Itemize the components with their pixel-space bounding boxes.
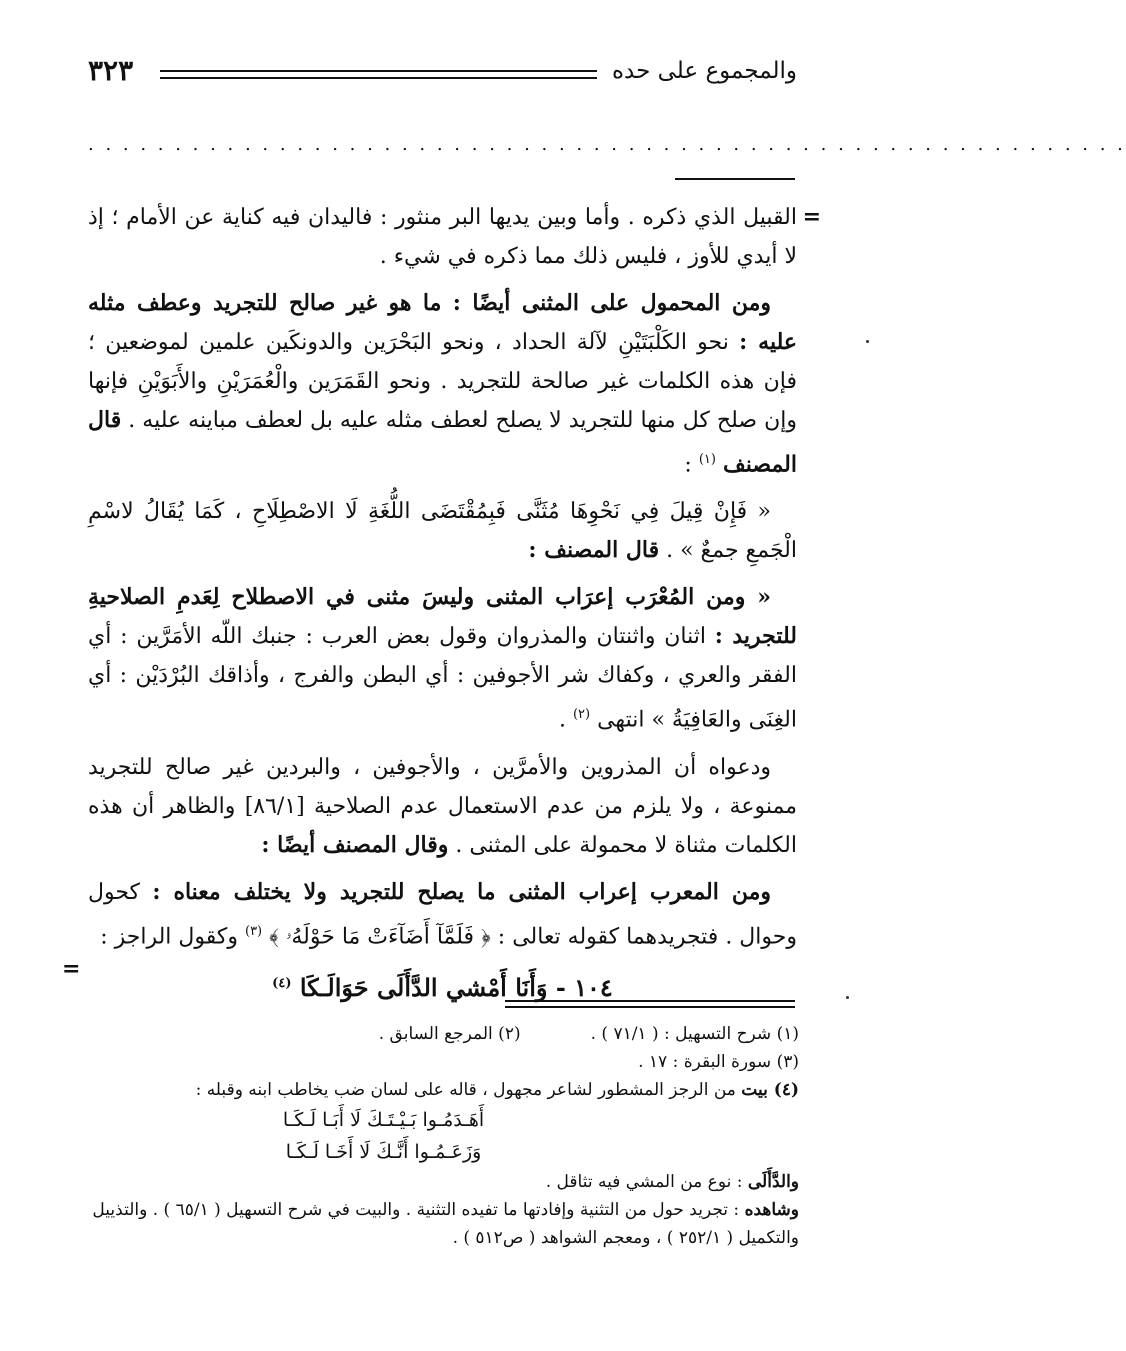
main-text — [88, 198, 797, 1008]
footnote-1: (١) شرح التسهيل : ( ٧١/١ ) . — [590, 1024, 799, 1044]
header-title: والمجموع على حده — [611, 58, 797, 84]
shahid-line — [88, 1196, 799, 1252]
paragraph-4-text: اثنان واثنتان والمذروان وقول بعض العرب : جنبك اللّه الأمَرَّين : أي الفقر والعري ، وكفاك شر الأجوفين : أي البطن والفرج ، وأذاقك البُرْدَيْن : أي الغِنَى والعَافِيَةُ » انتهى — [88, 624, 797, 733]
gloss-label: والدَّأَلَى — [747, 1172, 799, 1192]
footnote-4-text: من الرجز المشطور لشاعر مجهول ، قاله على لسان ضب يخاطب ابنه وقبله : — [195, 1080, 736, 1100]
header-rule — [160, 70, 597, 79]
paragraph-6-text: كحول وحوال . فتجريدهما كقوله تعالى : ﴿ فَلَمَّآ أَضَآءَتْ مَا حَوْلَهُۥ ﴾ — [88, 879, 797, 949]
paragraph-5 — [88, 748, 797, 865]
short-rule — [675, 178, 795, 180]
footnote-ref-4: (٤) — [272, 975, 292, 991]
paragraph-2 — [88, 284, 797, 484]
verse-text: ١٠٤ - وَأَنَا أَمْشي الدَّأَلَى حَوَالَـكَا — [299, 972, 613, 1002]
shahid-text: : تجريد حول من التثنية وإفادتها ما تفيده التثنية . والبيت في شرح التسهيل ( ٦٥/١ ) . والتذييل والتكميل ( ٢٥٢/١ ) ، ومعجم الشواهد ( ص٥١٢ ) . — [92, 1200, 799, 1248]
running-header — [88, 54, 797, 98]
paragraph-3-label: قال المصنف : — [528, 537, 660, 564]
paragraph-4 — [88, 578, 797, 739]
footnotes — [88, 1020, 799, 1252]
paragraph-6-tail: وكقول الراجز : — [100, 923, 238, 949]
footnote-3: (٣) سورة البقرة : ١٧ . — [638, 1052, 799, 1072]
footnote-2: (٢) المرجع السابق . — [378, 1024, 521, 1044]
footnote-4 — [88, 1076, 799, 1104]
shahid-label: وشاهده — [744, 1200, 799, 1220]
paragraph-1-text: القبيل الذي ذكره . وأما وبين يديها البر منثور : فاليدان فيه كناية عن الأمام ؛ إذ لا أيدي للأوز ، فليس ذلك مما ذكره في شيء . — [88, 205, 797, 269]
paragraph-3 — [88, 492, 797, 570]
paragraph-4-heading: « ومن المُعْرَب إعرَاب المثنى وليسَ مثنى في الاصطلاح لِعَدمِ الصلاحيةِ للتجريد : — [88, 584, 797, 650]
paragraph-6 — [88, 873, 797, 956]
scan-speck — [846, 996, 849, 999]
footnote-row-1 — [88, 1020, 799, 1048]
paragraph-5-label: وقال المصنف أيضًا : — [261, 831, 449, 858]
paragraph-2-text: نحو الكَلْبَتَيْنِ لآلة الحداد ، ونحو البَحْرَين والدونكَين علمين لموضعين ؛ فإن هذه الكلمات غير صالحة للتجريد . ونحو القَمَرَين والْعُمَرَيْنِ والأَبَوَيْنِ فإنها وإن صلح كل منها للتجريد لا يصلح لعطف مثله عليه بل لعطف مباينه عليه . — [88, 330, 798, 433]
scan-speck — [866, 340, 869, 343]
footnote-ref-3: (٣) — [244, 923, 263, 939]
paragraph-5-text: ودعواه أن المذروين والأمرَّين ، والأجوفين ، والبردين غير صالح للتجريد ممنوعة ، ولا يلزم من عدم الاستعمال عدم الصلاحية [٨٦/١] والظاهر أن هذه الكلمات مثناة لا محمولة على المثنى . — [88, 754, 797, 858]
page-number: ٣٢٣ — [88, 54, 134, 87]
gloss-text: : نوع من المشي فيه تثاقل . — [545, 1172, 743, 1192]
dotted-separator: . . . . . . . . . . . . . . . . . . . . . . . . . . . . . . . . . . . . . . . . . . . . . . . . . . . . . . . . . . . . — [88, 134, 1126, 155]
paragraph-3-text: « فَإِنْ قِيلَ فِي نَحْوِهَا مُثَنَّى فَبِمُقْتَضَى اللُّغَةِ لَا الاصْطِلَاحِ ، كَمَا يُقَالُ لاسْمِ الْجَمعِ جمعٌ » . — [88, 499, 797, 564]
footnote-ref-2: (٢) — [572, 707, 591, 723]
paragraph-6-heading: ومن المعرب إعراب المثنى ما يصلح للتجريد ولا يختلف معناه : — [152, 878, 771, 905]
footnote-verse-2: وَزَعَـمُـوا أَنَّـكَ لَا أَخَـا لَـكَـا — [285, 1141, 482, 1163]
continuation-mark-start: = — [802, 204, 821, 230]
paragraph-4-end: . — [558, 707, 566, 733]
footnote-4-label: (٤) بيت — [741, 1080, 799, 1100]
paragraph-2-heading: ومن المحمول على المثنى أيضًا : ما هو غير صالح للتجريد وعطف مثله عليه : — [88, 290, 797, 355]
footnote-ref-1: (١) — [698, 452, 716, 467]
footnote-verse-1: أَهَـدَمُـوا بَـيْـتَـكَ لَا أَبَـا لَـكَـا — [282, 1109, 485, 1131]
footnote-rule — [505, 1000, 795, 1008]
paragraph-2-label: قال المصنف — [88, 407, 797, 478]
paragraph-2-colon: : — [684, 452, 692, 478]
gloss-line — [88, 1168, 799, 1196]
paragraph-1 — [88, 198, 797, 276]
continuation-mark-end: = — [62, 956, 81, 982]
